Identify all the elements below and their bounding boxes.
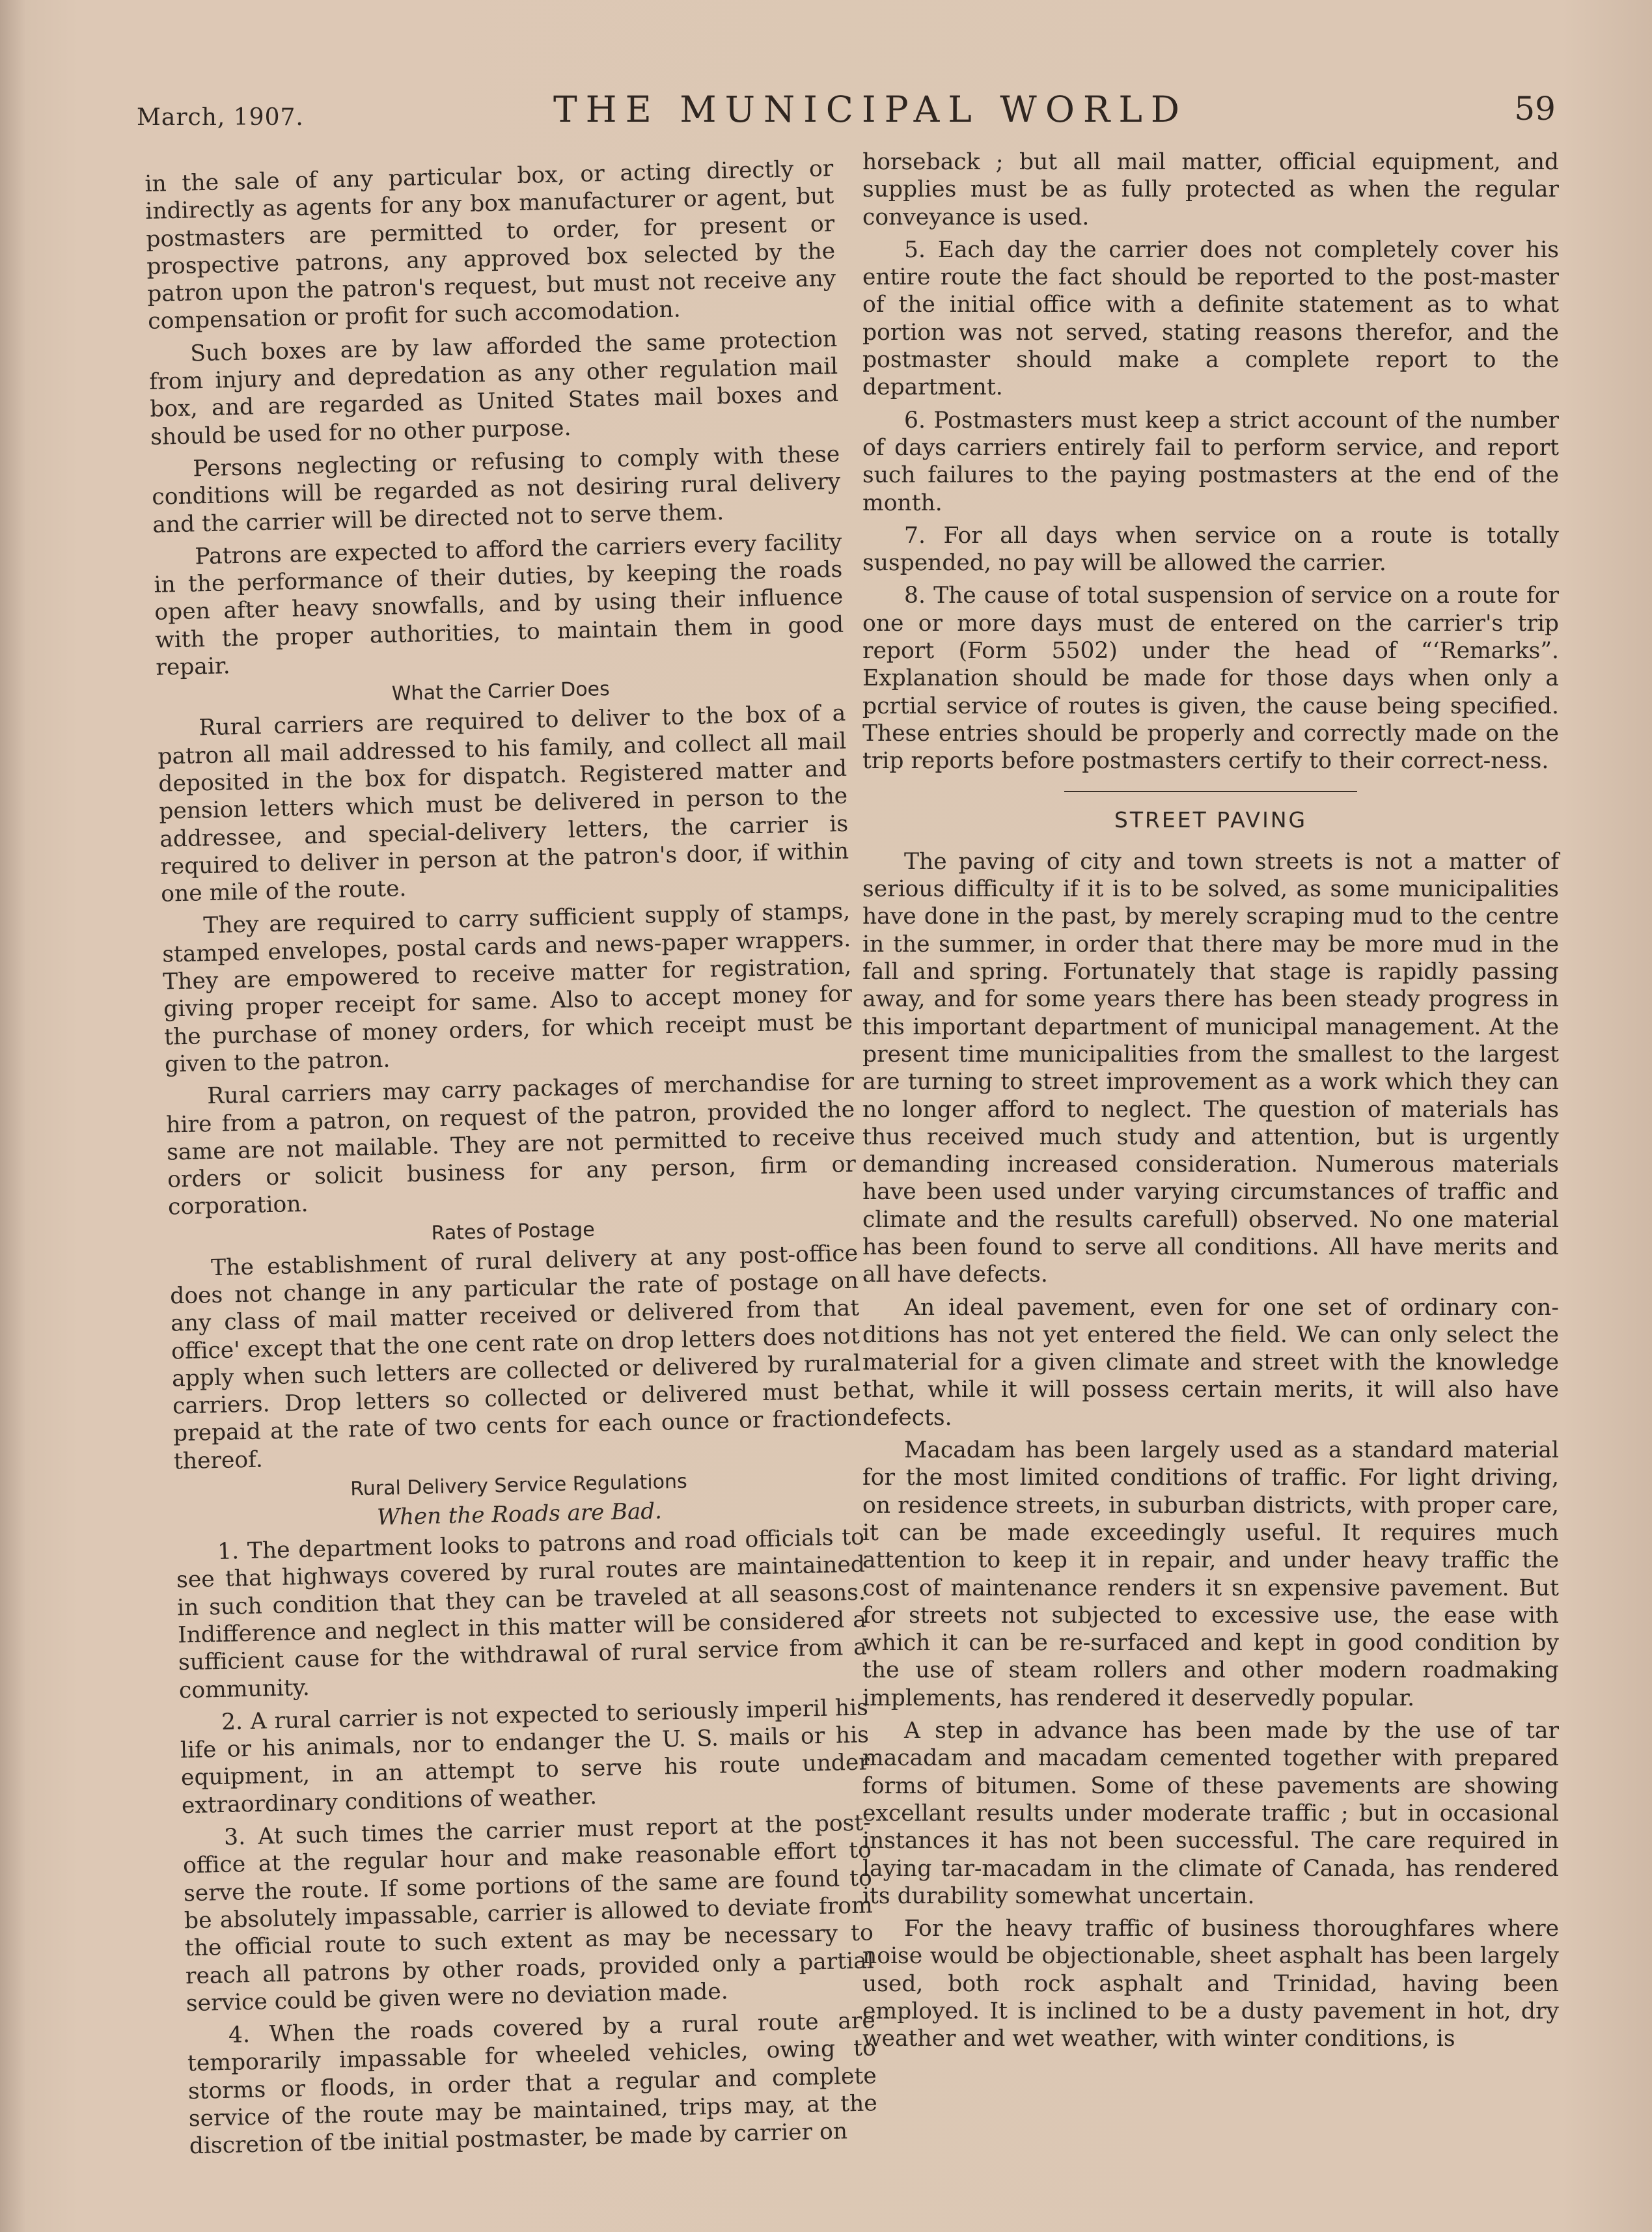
subheading-postage: Rates of Postage (431, 1218, 596, 1245)
section-title: STREET PAVING (1114, 806, 1308, 833)
paragraph: A step in advance has been made by the use of tar macadam and macadam cemented together with prepared forms of bitumen. Some of these pavements are showing excellant results under moderate traffic ; but in occasional instances it has not been successful. The care required in laying tar-macadam in the climate of Canada, has rendered its durability somewhat uncertain. (862, 1718, 1559, 1909)
paragraph: Rural carriers may carry packages of merchandise for hire from a patron, on request of the patron, provided the same are not mailable. They are not permitted to receive orders or solicit business for any person, firm or corporation. (165, 1068, 857, 1220)
regulation-item: 3. At such times the carrier must report at the post-office at the regular hour and make reasonable effort to serve the route. If some portions of the same are found to be absolutely impassable, carrier is allowed to deviate from the official route to such extent as may be necessary to reach all patrons by other roads, provided only a partial service could be given were no deviation made. (182, 1810, 875, 2017)
paragraph: Persons neglecting or refusing to comply with these conditions will be regarded as not desiring rural delivery and the carrier will be directed not to serve them. (151, 441, 841, 538)
subheading-roads: When the Roads are Bad. (376, 1498, 663, 1531)
section-divider (1064, 791, 1357, 792)
paragraph: An ideal pavement, even for one set of ordinary con-ditions has not yet entered the field. We can only select the material for a given climate and street with the knowledge that, while it will possess certain merits, it will also have defects. (862, 1294, 1559, 1431)
paragraph: The paving of city and town streets is not a matter of serious difficulty if it is to be solved, as some municipalities have done in the past, by merely scraping mud to the centre in the summer, in order that there may be more mud in the fall and spring. Fortunately that stage is rapidly passing away, and for some years there has been steady progress in this important department of municipal management. At the present time municipalities from the smallest to the largest are turning to street improvement as a work which they can no longer afford to neglect. The question of materials has thus received much study and attention, but is urgently demanding increased consideration. Numerous materials have been used under varying circumstances of traffic and climate and the results carefull) observed. No one material has been found to serve all conditions. All have merits and all have defects. (862, 848, 1559, 1288)
regulation-item: 4. When the roads covered by a rural route are temporarily impassable for wheeled vehicles, owing to storms or floods, in order that a regular and complete service of the route may be maintained, trips may, at the discretion of tbe initial postmaster, be made by carrier on (187, 2007, 878, 2160)
paragraph: Macadam has been largely used as a standard material for the most limited conditions of traffic. For light driving, on residence streets, in suburban districts, with proper care, it can be made exceedingly useful. It requires much attention to keep it in repair, and under heavy traffic the cost of maintenance renders it sn expensive pavement. But for streets not subjected to excessive use, the ease with which it can be re-surfaced and kept in good condition by the use of steam rollers and other modern roadmaking implements, has rendered it deservedly popular. (862, 1437, 1559, 1711)
paragraph: The establishment of rural delivery at any post-office does not change in any particular the rate of postage on any class of mail matter received or delivered from that office' except that the one cent rate on drop letters does not apply when such letters are collected or delivered by rural carriers. Drop letters so collected or delivered must be prepaid at the rate of two cents for each ounce or fraction thereof. (169, 1240, 862, 1475)
paragraph: For the heavy traffic of business thoroughfares where noise would be objectionable, sheet asphalt has been largely used, both rock asphalt and Trinidad, having been employed. It is inclined to be a dusty pavement in hot, dry weather and wet weather, with winter conditions, is (862, 1916, 1559, 2052)
regulation-item: 6. Postmasters must keep a strict account of the number of days carriers entirely fail to perform service, and report such failures to the paying postmasters at the end of the month. (862, 407, 1559, 516)
subheading-regulations: Rural Delivery Service Regulations (350, 1470, 688, 1501)
regulation-item: 1. The department looks to patrons and road officials to see that highways covered by rural routes are maintained in such condition that they can be traveled at all seasons. Indifference and neglect in this matter will be considered a sufficient cause for the withdrawal of rural service from a community. (176, 1524, 868, 1703)
left-column (145, 155, 878, 2166)
regulation-item: 8. The cause of total suspension of service on a route for one or more days must de entered on the carrier's trip report (Form 5502) under the head of “‘Remarks”. Explanation should be made for those days when only a pcrtial service of routes is given, the cause being specified. These entries should be properly and correctly made on the trip reports before postmasters certify to their correct-ness. (862, 583, 1559, 775)
paragraph: Such boxes are by law afforded the same protection from injury and depredation as any other regulation mail box, and are regarded as United States mail boxes and should be used for no other purpose. (148, 325, 839, 450)
paragraph: Patrons are expected to afford the carriers every facility in the performance of their duties, by keeping the roads open after heavy snowfalls, and by using their influence with the proper authorities, to maintain them in good repair. (154, 529, 844, 681)
paragraph: horseback ; but all mail matter, official equipment, and supplies must be as fully protected as when the regular conveyance is used. (862, 149, 1559, 230)
page-number: 59 (1514, 90, 1556, 128)
regulation-item: 5. Each day the carrier does not completely cover his entire route the fact should be reported to the post-master of the initial office with a definite statement as to what portion was not served, stating reasons therefor, and the postmaster should make a complete report to the department. (862, 236, 1559, 401)
right-column (862, 148, 1559, 2058)
publication-title: THE MUNICIPAL WORLD (553, 89, 1188, 130)
paragraph: They are required to carry sufficient supply of stamps, stamped envelopes, postal cards and news-paper wrappers. They are empowered to receive matter for registration, giving proper receipt for same. Also to accept money for the purchase of money orders, for which receipt must be given to the patron. (161, 898, 853, 1078)
subheading-carrier: What the Carrier Does (391, 678, 611, 706)
issue-date: March, 1907. (137, 104, 304, 131)
page-header (137, 85, 1556, 137)
paragraph: in the sale of any particular box, or acting directly or indirectly as agents for any box manufacturer or agent, but postmasters are permitted to order, for present or prospective patrons, any approved box selected by the patron upon the patron's request, but must not receive any compensation or profit for such accomodation. (145, 155, 836, 335)
regulation-item: 2. A rural carrier is not expected to seriously imperil his life or his animals, nor to endanger the U. S. mails or his equipment, in an attempt to serve his route under extraordinary conditions of weather. (180, 1694, 870, 1819)
regulation-item: 7. For all days when service on a route is totally suspended, no pay will be allowed the carrier. (862, 522, 1559, 577)
paragraph: Rural carriers are required to deliver to the box of a patron all mail addressed to his family, and collect all mail deposited in the box for dispatch. Registered matter and pension letters which must be delivered in person to the addressee, and special-delivery letters, the carrier is required to deliver in person at the patron's door, if within one mile of the route. (157, 700, 849, 907)
